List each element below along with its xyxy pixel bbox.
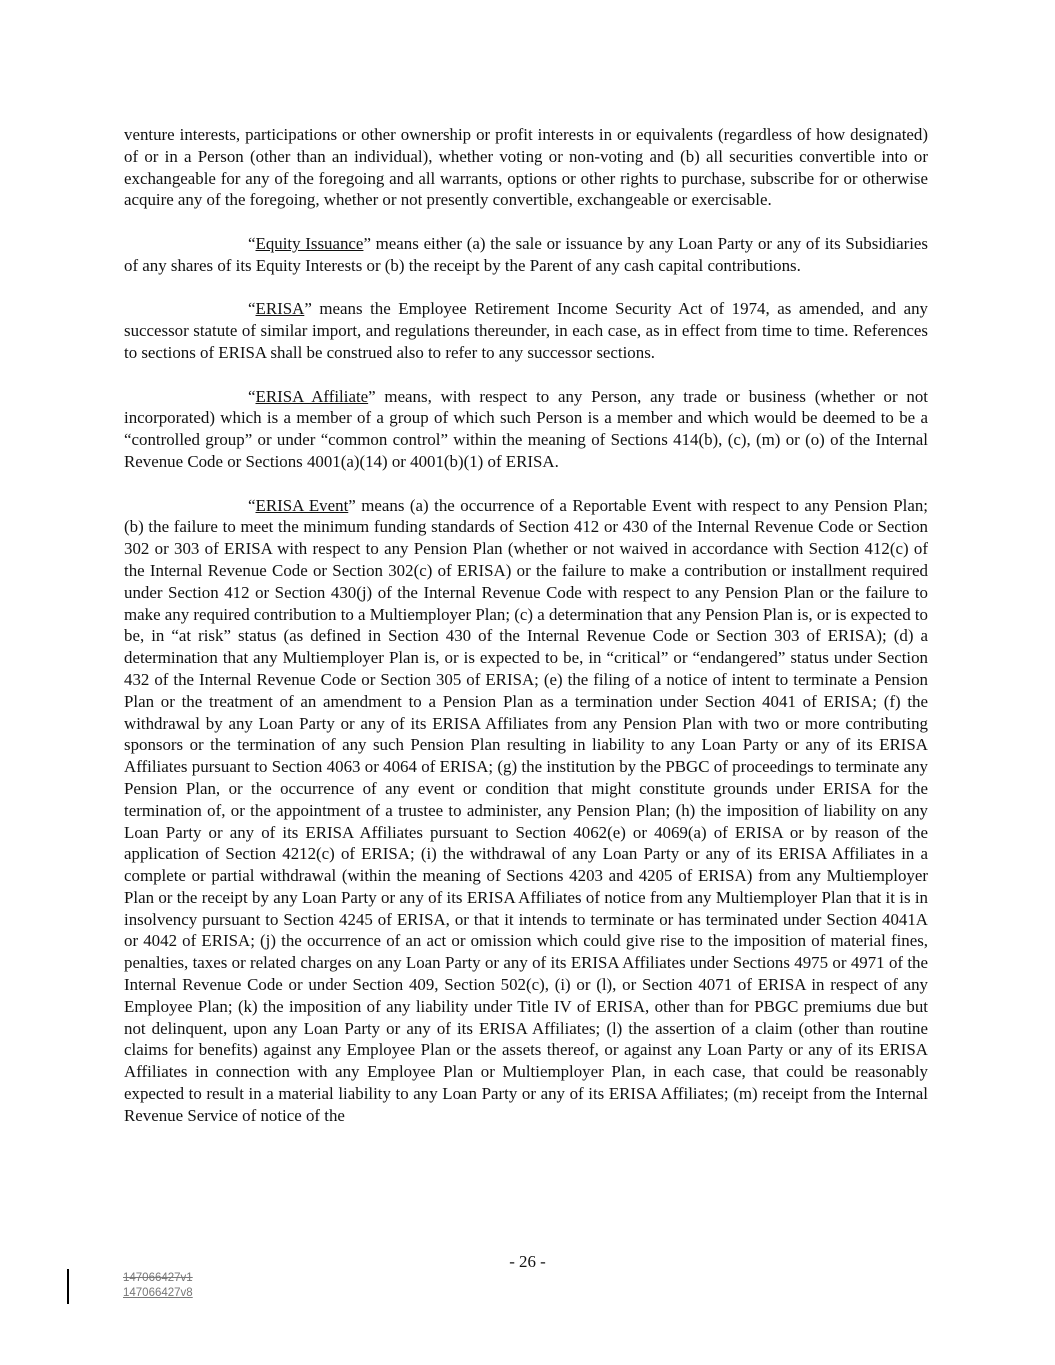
paragraph-equity-interests-continued	[124, 124, 928, 211]
defined-term: ERISA Event	[255, 495, 349, 515]
defined-term: ERISA	[255, 299, 305, 319]
defined-term: ERISA Affiliate	[255, 386, 369, 406]
definition-erisa-affiliate	[124, 386, 928, 473]
current-document-id: 147066427v8	[123, 1287, 193, 1299]
paragraph-text: venture interests, participations or other ownership or profit interests in or equivalents (regardless of how designated) of or in a Person (other than an individual), whether voting or non-voting and (b) all securities convertible into or exchangeable for any of the foregoing and all warrants, options or other rights to purchase, subscribe for or otherwise acquire any of the foregoing, whether or not presently convertible, exchangeable or exercisable.	[124, 125, 928, 210]
definition-text: ” means the Employee Retirement Income Security Act of 1974, as amended, and any successor statute of similar import, and regulations thereunder, in each case, as in effect from time to time. References to sections of ERISA shall be construed also to refer to any successor sections.	[124, 299, 928, 362]
definition-text: ” means, with respect to any Person, any trade or business (whether or not incorporated) which is a member of a group of which such Person is a member and which would be deemed to be a “controlled group” or under “common control” within the meaning of Sections 414(b), (c), (m) or (o) of the Internal Revenue Code or Sections 4001(a)(14) or 4001(b)(1) of ERISA.	[124, 386, 928, 471]
page-number: - 26 -	[509, 1252, 546, 1271]
open-quote: “	[248, 299, 256, 319]
change-bar	[67, 1269, 69, 1304]
body-text	[124, 124, 928, 1148]
definition-equity-issuance	[124, 233, 928, 277]
deleted-document-id: 147066427v1	[123, 1272, 193, 1284]
definition-erisa-event	[124, 495, 928, 1127]
open-quote: “	[248, 386, 256, 406]
open-quote: “	[248, 495, 256, 515]
definition-text: ” means either (a) the sale or issuance by any Loan Party or any of its Subsidiaries of any shares of its Equity Interests or (b) the receipt by the Parent of any cash capital contributions.	[124, 233, 928, 275]
definition-erisa	[124, 298, 928, 363]
open-quote: “	[248, 233, 256, 253]
document-id-stamp	[123, 1271, 193, 1301]
definition-text: ” means (a) the occurrence of a Reportable Event with respect to any Pension Plan; (b) the failure to meet the minimum funding standards of Section 412 or 430 of the Internal Revenue Code or Section 302 or 303 of ERISA with respect to any Pension Plan (whether or not waived in accordance with Section 412(c) of the Internal Revenue Code or Section 302(c) of ERISA) or the failure to make a contribution or installment required under Section 412 or Section 430(j) of the Internal Revenue Code with respect to any Pension Plan or the failure to make any required contribution to a Multiemployer Plan; (c) a determination that any Pension Plan is, or is expected to be, in “at risk” status (as defined in Section 430 of the Internal Revenue Code or Section 303 of ERISA); (d) a determination that any Multiemployer Plan is, or is expected to be, in “critical” or “endangered” status under Section 432 of the Internal Revenue Code or Section 305 of ERISA; (e) the filing of a notice of intent to terminate a Pension Plan or the treatment of an amendment to a Pension Plan as a termination under Section 4041 of ERISA; (f) the withdrawal by any Loan Party or any of its ERISA Affiliates from any Pension Plan with two or more contributing sponsors or the termination of any such Pension Plan resulting in liability to any Loan Party or any of its ERISA Affiliates pursuant to Section 4063 or 4064 of ERISA; (g) the institution by the PBGC of proceedings to terminate any Pension Plan, or the occurrence of any event or condition that might constitute grounds under ERISA for the termination of, or the appointment of a trustee to administer, any Pension Plan; (h) the imposition of liability on any Loan Party or any of its ERISA Affiliates pursuant to Section 4062(e) or 4069(a) of ERISA or by reason of the application of Section 4212(c) of ERISA; (i) the withdrawal of any Loan Party or any of its ERISA Affiliates in a complete or partial withdrawal (within the meaning of Sections 4203 and 4205 of ERISA) from any Multiemployer Plan or the receipt by any Loan Party or any of its ERISA Affiliates of notice from any Multiemployer Plan that it is in insolvency pursuant to Section 4245 of ERISA, or that it intends to terminate or has terminated under Section 4041A or 4042 of ERISA; (j) the occurrence of an act or omission which could give rise to the imposition of material fines, penalties, taxes or related charges on any Loan Party or any of its ERISA Affiliates under Sections 4975 or 4971 of the Internal Revenue Code or under Section 409, Section 502(c), (i) or (l), or Section 4071 of ERISA in respect of any Employee Plan; (k) the imposition of any liability under Title IV of ERISA, other than for PBGC premiums due but not delinquent, upon any Loan Party or any of its ERISA Affiliates; (l) the assertion of a claim (other than routine claims for benefits) against any Employee Plan or the assets thereof, or against any Loan Party or any of its ERISA Affiliates in connection with any Employee Plan or Multiemployer Plan, in each case, that could be reasonably expected to result in a material liability to any Loan Party or any of its ERISA Affiliates; (m) receipt from the Internal Revenue Service of notice of the	[124, 495, 928, 1125]
defined-term: Equity Issuance	[255, 233, 364, 253]
